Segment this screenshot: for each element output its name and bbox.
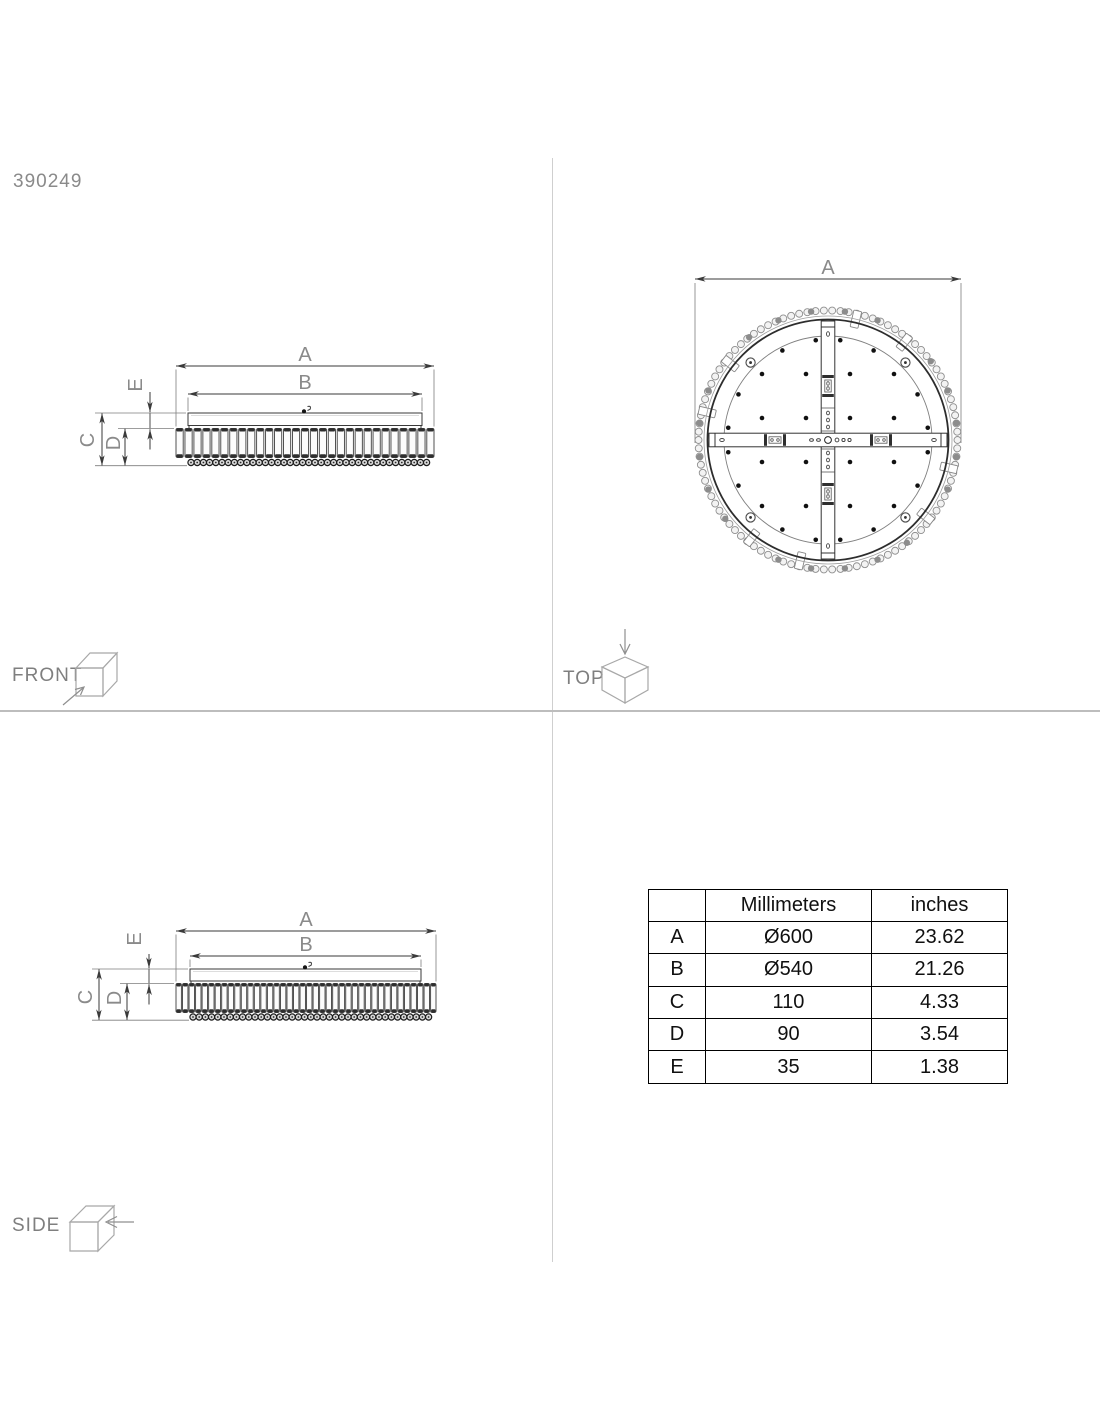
front-view-cube-icon <box>62 644 126 706</box>
table-cell-inches: 3.54 <box>872 1019 1007 1051</box>
table-row-key: B <box>649 954 706 986</box>
dim-label-a-side: A <box>299 909 313 931</box>
table-row-key: C <box>649 987 706 1019</box>
table-cell-mm: Ø600 <box>706 922 872 954</box>
front-view-label: FRONT <box>12 665 83 686</box>
top-view-label: TOP <box>563 668 605 689</box>
table-header-blank <box>649 890 706 922</box>
side-arrow-icon <box>106 1217 134 1228</box>
dim-label-c-front: C <box>77 432 99 448</box>
table-row-key: E <box>649 1051 706 1083</box>
table-cell-inches: 23.62 <box>872 922 1007 954</box>
table-cell-mm: Ø540 <box>706 954 872 986</box>
side-view-label: SIDE <box>12 1215 61 1236</box>
dim-label-e-side: E <box>124 932 146 946</box>
dim-label-c-side: C <box>75 989 97 1005</box>
table-cell-mm: 110 <box>706 987 872 1019</box>
dim-label-a-front: A <box>298 344 312 366</box>
dim-label-d-side: D <box>104 990 126 1006</box>
table-cell-inches: 21.26 <box>872 954 1007 986</box>
top-arrow-icon <box>620 629 630 654</box>
product-code: 390249 <box>13 171 83 192</box>
dim-label-d-front: D <box>103 435 125 451</box>
table-cell-mm: 90 <box>706 1019 872 1051</box>
table-header-inches: inches <box>872 890 1007 922</box>
dimension-table <box>648 889 1008 1084</box>
table-cell-inches: 1.38 <box>920 1055 959 1078</box>
dim-label-e-front: E <box>125 378 147 392</box>
table-header-millimeters: Millimeters <box>706 890 872 922</box>
dim-label-b-side: B <box>299 934 313 956</box>
dim-label-b-front: B <box>298 372 312 394</box>
table-row-key: A <box>649 922 706 954</box>
table-cell-inches: 4.33 <box>872 987 1007 1019</box>
top-view-drawing <box>695 279 961 573</box>
table-cell-mm: 35 <box>706 1051 872 1083</box>
table-row-key: D <box>649 1019 706 1051</box>
dim-label-a-top: A <box>821 257 835 279</box>
top-view-cube-icon <box>596 627 658 709</box>
side-view-cube-icon <box>56 1196 136 1260</box>
